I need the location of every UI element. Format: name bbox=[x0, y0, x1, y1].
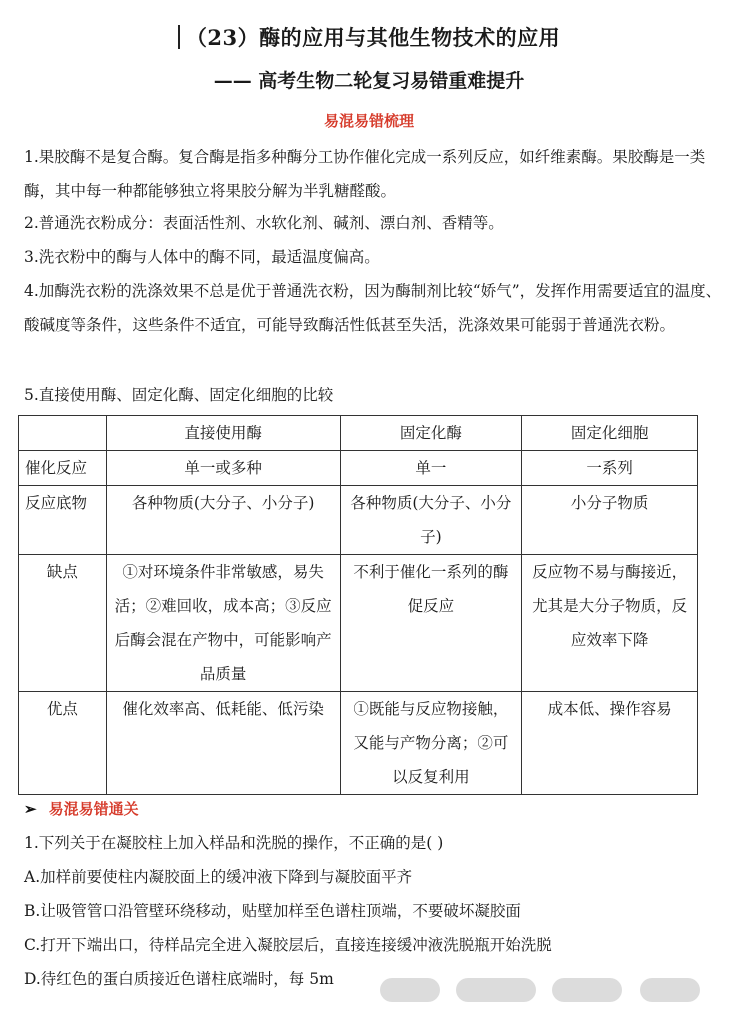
table-cell: ①对环境条件非常敏感，易失活；②难回收，成本高；③反应后酶会混在产物中，可能影响产品质量 bbox=[106, 555, 340, 692]
table-row bbox=[19, 486, 698, 555]
table-cell: 成本低、操作容易 bbox=[522, 692, 698, 795]
table-cell: 催化效率高、低耗能、低污染 bbox=[106, 692, 340, 795]
option-a: A.加样前要使柱内凝胶面上的缓冲液下降到与凝胶面平齐 bbox=[24, 868, 413, 886]
table-header-cell: 直接使用酶 bbox=[106, 416, 340, 451]
title-bar-mark bbox=[178, 25, 180, 49]
table-cell: 各种物质(大分子、小分子) bbox=[106, 486, 340, 555]
table-cell: 单一 bbox=[340, 451, 522, 486]
table-row bbox=[19, 692, 698, 795]
table-header-cell: 固定化酶 bbox=[340, 416, 522, 451]
arrow-bullet-icon: ➢ bbox=[24, 800, 37, 818]
table-cell: 各种物质(大分子、小分子) bbox=[340, 486, 522, 555]
option-d: D.待红色的蛋白质接近色谱柱底端时，每 5m bbox=[24, 970, 334, 988]
paragraph-2: 2.普通洗衣粉成分：表面活性剂、水软化剂、碱剂、漂白剂、香精等。 bbox=[24, 214, 504, 232]
table-cell: 单一或多种 bbox=[106, 451, 340, 486]
table-cell: 小分子物质 bbox=[522, 486, 698, 555]
table-cell: 反应物不易与酶接近，尤其是大分子物质，反应效率下降 bbox=[522, 555, 698, 692]
table-cell: ①既能与反应物接触，又能与产物分离；②可以反复利用 bbox=[340, 692, 522, 795]
paragraph-4: 4.加酶洗衣粉的洗涤效果不总是优于普通洗衣粉，因为酶制剂比较“娇气”，发挥作用需要适宜的温度、酸碱度等条件，这些条件不适宜，可能导致酶活性低甚至失活，洗涤效果可能弱于普通洗衣粉。 bbox=[24, 282, 722, 334]
document-subtitle: —— 高考生物二轮复习易错重难提升 bbox=[213, 70, 525, 92]
table-row-header: 缺点 bbox=[19, 555, 107, 692]
comparison-table bbox=[18, 415, 698, 795]
watermark-blob bbox=[640, 978, 700, 1002]
option-c: C.打开下端出口，待样品完全进入凝胶层后，直接连接缓冲液洗脱瓶开始洗脱 bbox=[24, 936, 552, 954]
table-row-header: 优点 bbox=[19, 692, 107, 795]
table-row-header: 反应底物 bbox=[19, 486, 107, 555]
option-b: B.让吸管管口沿管壁环绕移动，贴壁加样至色谱柱顶端，不要破坏凝胶面 bbox=[24, 902, 521, 920]
section-heading-review: 易混易错梳理 bbox=[323, 112, 414, 130]
table-row bbox=[19, 555, 698, 692]
table-header-cell: 固定化细胞 bbox=[522, 416, 698, 451]
table-cell: 一系列 bbox=[522, 451, 698, 486]
table-header-row bbox=[19, 416, 698, 451]
watermark-blob bbox=[456, 978, 536, 1002]
paragraph-1: 1.果胶酶不是复合酶。复合酶是指多种酶分工协作催化完成一系列反应，如纤维素酶。果胶酶是一类酶，其中每一种都能够独立将果胶分解为半乳糖醛酸。 bbox=[24, 148, 706, 200]
watermark-blob bbox=[552, 978, 622, 1002]
paragraph-5: 5.直接使用酶、固定化酶、固定化细胞的比较 bbox=[24, 386, 334, 404]
table-row bbox=[19, 451, 698, 486]
watermark-blob bbox=[380, 978, 440, 1002]
paragraph-3: 3.洗衣粉中的酶与人体中的酶不同，最适温度偏高。 bbox=[24, 248, 380, 266]
table-row-header: 催化反应 bbox=[19, 451, 107, 486]
document-title: （23）酶的应用与其他生物技术的应用 bbox=[0, 22, 738, 52]
question-stem: 1.下列关于在凝胶柱上加入样品和洗脱的操作，不正确的是( ) bbox=[24, 834, 444, 852]
table-header-cell bbox=[19, 416, 107, 451]
table-cell: 不利于催化一系列的酶促反应 bbox=[340, 555, 522, 692]
section-heading-practice: ➢ 易混易错通关 bbox=[24, 800, 139, 818]
